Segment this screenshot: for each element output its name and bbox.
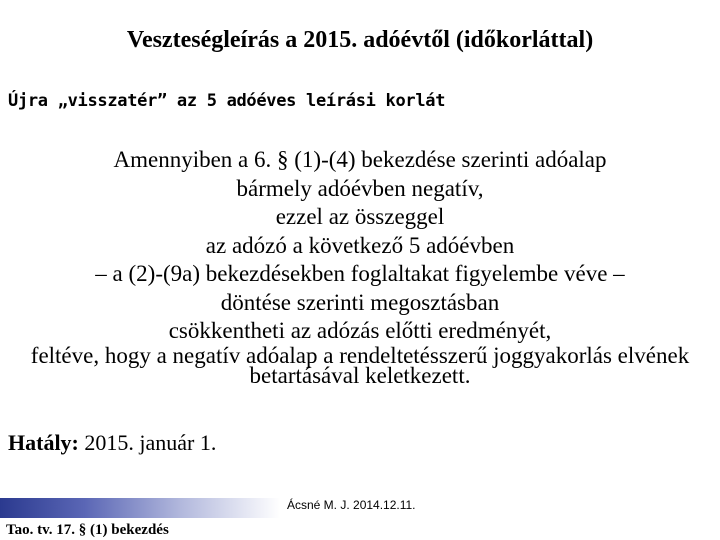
body-line: – a (2)-(9a) bekezdésekben foglaltakat figyelembe véve –: [95, 261, 625, 286]
body-line: feltéve, hogy a negatív adóalap a rendeltetésszerű joggyakorlás elvének: [30, 342, 690, 368]
body-text: [0, 146, 720, 386]
effective-date: [8, 428, 216, 458]
body-line: Amennyiben a 6. § (1)-(4) bekezdése szerinti adóalap: [113, 147, 607, 172]
footer-reference: Tao. tv. 17. § (1) bekezdés: [6, 522, 169, 538]
body-line: csökkentheti az adózás előtti eredményét,: [168, 318, 552, 343]
footer-gradient-bar: [0, 498, 280, 518]
effective-date-label: Hatály:: [8, 430, 79, 455]
body-line: bármely adóévben negatív,: [236, 175, 484, 201]
slide-subtitle: Újra „visszatér” az 5 adóéves leírási korlát: [8, 91, 446, 111]
slide-title: Veszteségleírás a 2015. adóévtől (időkorláttal): [126, 27, 594, 53]
footer-author: Ácsné M. J. 2014.12.11.: [287, 498, 416, 512]
body-line: ezzel az összeggel: [275, 204, 445, 229]
body-line: döntése szerinti megosztásban: [220, 289, 500, 315]
effective-date-value: 2015. január 1.: [78, 430, 217, 455]
body-line: az adózó a következő 5 adóévben: [205, 232, 515, 258]
body-line: betartásával keletkezett.: [249, 362, 471, 388]
